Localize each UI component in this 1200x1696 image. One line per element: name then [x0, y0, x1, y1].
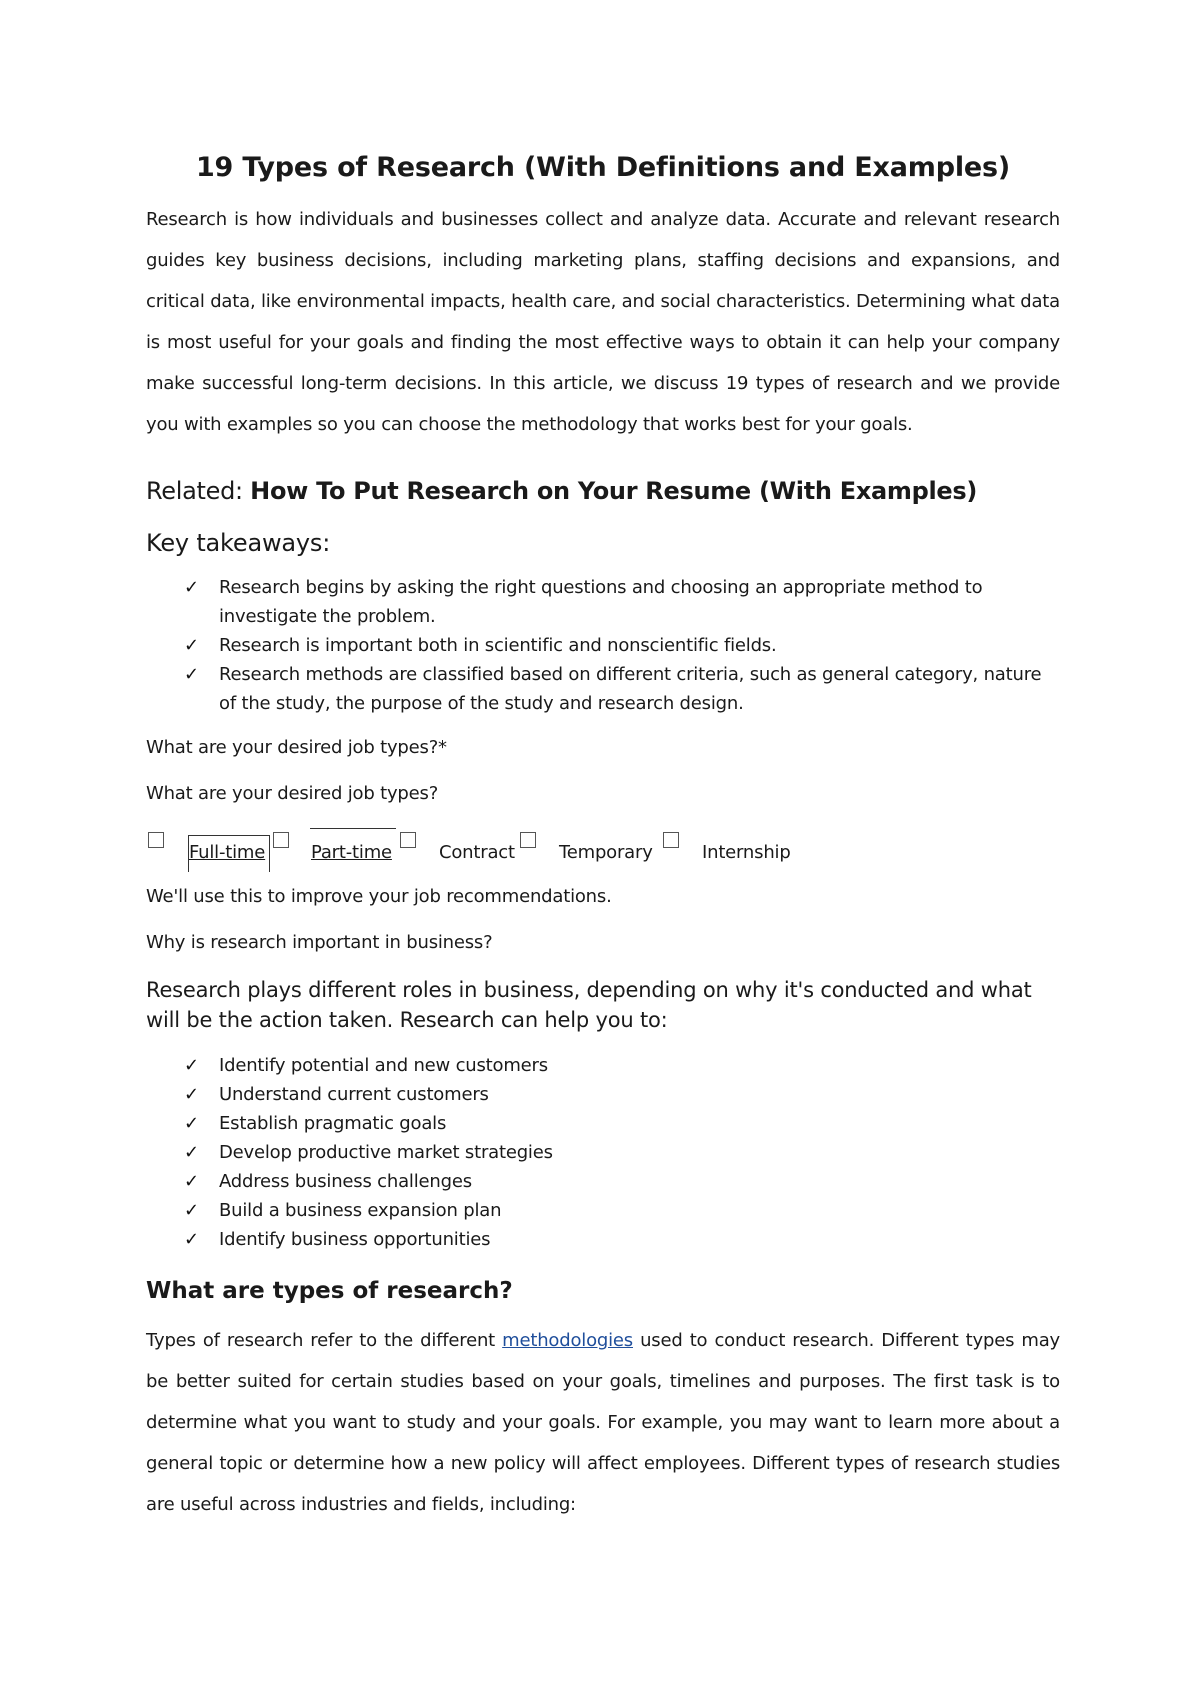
- types-text-start: Types of research refer to the different: [146, 1330, 503, 1351]
- benefits-list: [146, 1051, 1060, 1254]
- contract-checkbox[interactable]: [400, 832, 416, 848]
- roles-paragraph: Research plays different roles in business, depending on why it's conducted and what will be the action taken. Research can help you to:: [146, 978, 1032, 1032]
- document-content: [146, 150, 1060, 1525]
- full-time-label: Full-time: [189, 842, 266, 863]
- job-types-options: [146, 828, 1060, 872]
- temporary-label: Temporary: [559, 842, 653, 863]
- related-heading: [146, 475, 1060, 507]
- temporary-checkbox[interactable]: [520, 832, 536, 848]
- part-time-checkbox[interactable]: [273, 832, 289, 848]
- related-prefix: Related:: [146, 477, 251, 505]
- list-item: [146, 1138, 1060, 1167]
- benefit-text: Address business challenges: [219, 1171, 472, 1192]
- job-types-question: What are your desired job types?*: [146, 737, 447, 758]
- check-icon: ✓: [184, 577, 199, 598]
- takeaway-text: Research methods are classified based on different criteria, such as general category, nature of the study, the purpose of the study and research design.: [219, 664, 1042, 714]
- job-types-label: What are your desired job types?: [146, 783, 439, 804]
- page-title: 19 Types of Research (With Definitions and Examples): [195, 152, 1011, 183]
- check-icon: ✓: [184, 664, 199, 685]
- related-link[interactable]: How To Put Research on Your Resume (With Examples): [250, 477, 978, 505]
- check-icon: ✓: [184, 1084, 199, 1105]
- benefit-text: Identify business opportunities: [219, 1229, 491, 1250]
- benefit-text: Establish pragmatic goals: [219, 1113, 447, 1134]
- list-item: [146, 1196, 1060, 1225]
- full-time-checkbox[interactable]: [148, 832, 164, 848]
- benefit-text: Identify potential and new customers: [219, 1055, 548, 1076]
- check-icon: ✓: [184, 1200, 199, 1221]
- benefit-text: Understand current customers: [219, 1084, 489, 1105]
- list-item: [146, 1109, 1060, 1138]
- types-heading: What are types of research?: [146, 1278, 513, 1304]
- part-time-label: Part-time: [311, 842, 392, 863]
- list-item: [146, 573, 1060, 631]
- recommendation-hint: We'll use this to improve your job recommendations.: [146, 886, 612, 907]
- methodologies-link[interactable]: methodologies: [502, 1330, 633, 1351]
- list-item: [146, 1080, 1060, 1109]
- list-item: [146, 660, 1060, 718]
- list-item: [146, 1167, 1060, 1196]
- internship-label: Internship: [702, 842, 791, 863]
- takeaway-text: Research is important both in scientific and nonscientific fields.: [219, 635, 777, 656]
- intro-paragraph: Research is how individuals and businesses collect and analyze data. Accurate and relevant research guides key business decisions, including marketing plans, staffing decisions and expansions, and critical data, like environmental impacts, health care, and social characteristics. Determining what data is most useful for your goals and finding the most effective ways to obtain it can help your company make successful long-term decisions. In this article, we discuss 19 types of research and we provide you with examples so you can choose the methodology that works best for your goals.: [146, 209, 1060, 435]
- benefit-text: Develop productive market strategies: [219, 1142, 553, 1163]
- benefit-text: Build a business expansion plan: [219, 1200, 502, 1221]
- check-icon: ✓: [184, 1142, 199, 1163]
- check-icon: ✓: [184, 1113, 199, 1134]
- part-time-rule: [310, 828, 396, 829]
- check-icon: ✓: [184, 1055, 199, 1076]
- list-item: [146, 1051, 1060, 1080]
- takeaways-heading: Key takeaways:: [146, 529, 331, 557]
- check-icon: ✓: [184, 1229, 199, 1250]
- types-text-end: used to conduct research. Different types may be better suited for certain studies based on your goals, timelines and purposes. The first task is to determine what you want to study and your goals. For example, you may want to learn more about a general topic or determine how a new policy will affect employees. Different types of research studies are useful across industries and fields, including:: [146, 1330, 1060, 1515]
- list-item: [146, 631, 1060, 660]
- contract-label: Contract: [439, 842, 515, 863]
- check-icon: ✓: [184, 635, 199, 656]
- list-item: [146, 1225, 1060, 1254]
- takeaways-list: [146, 573, 1060, 718]
- internship-checkbox[interactable]: [663, 832, 679, 848]
- why-question: Why is research important in business?: [146, 932, 493, 953]
- check-icon: ✓: [184, 1171, 199, 1192]
- takeaway-text: Research begins by asking the right questions and choosing an appropriate method to investigate the problem.: [219, 577, 983, 627]
- types-paragraph: [146, 1320, 1060, 1525]
